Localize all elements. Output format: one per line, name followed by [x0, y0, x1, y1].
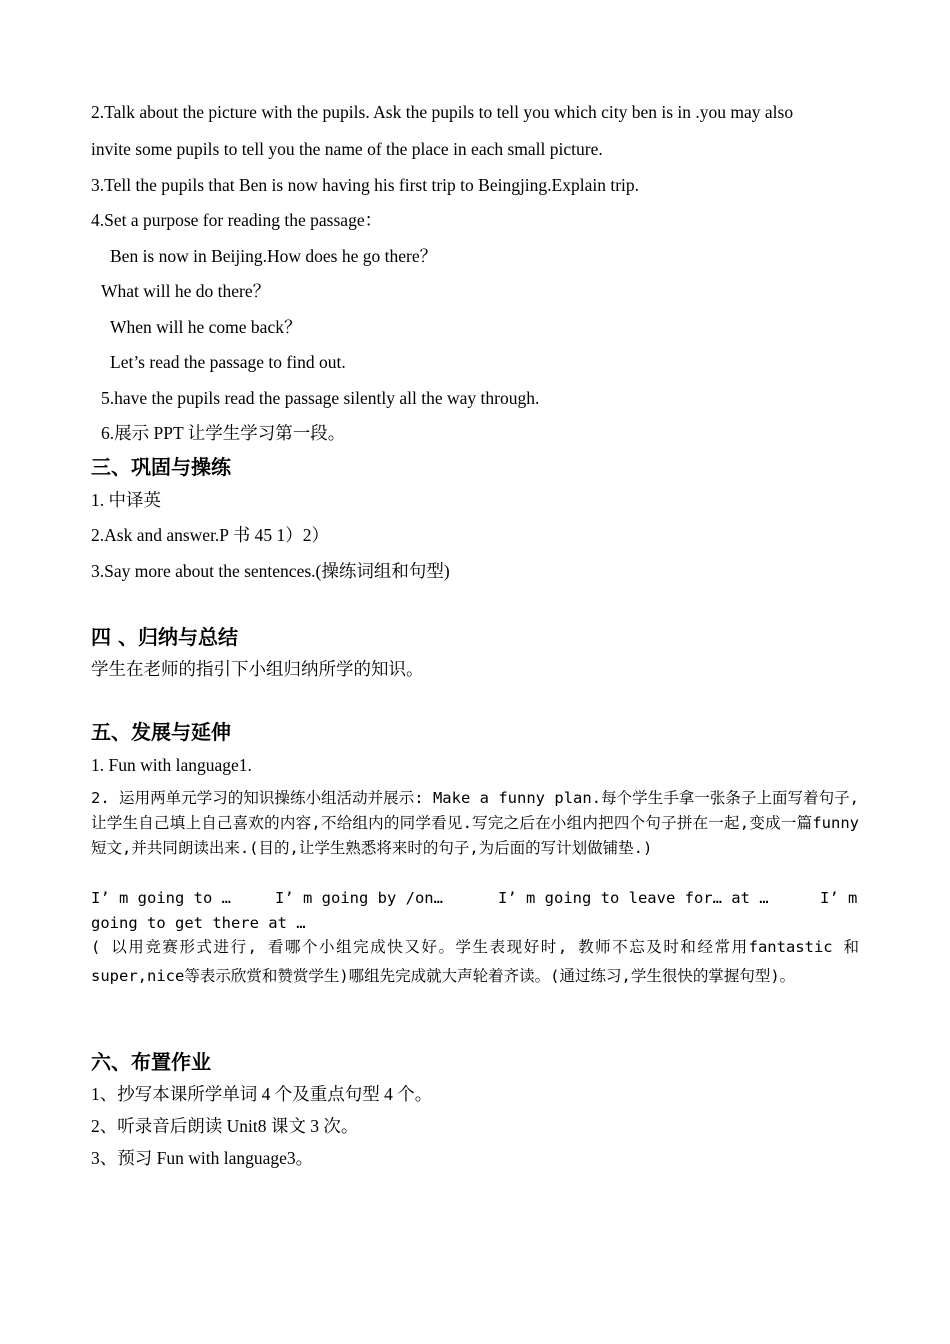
- pattern-going-to: I’ m going to …: [91, 889, 231, 907]
- pattern-leave-for: I’ m going to leave for… at …: [498, 889, 769, 907]
- step-2-line-1: 2.Talk about the picture with the pupils. Ask the pupils to tell you which city ben is in .you may also: [91, 102, 794, 122]
- section-6-heading: 六、布置作业: [91, 1050, 211, 1074]
- question-2: What will he do there？: [101, 281, 271, 301]
- section-4-text: 学生在老师的指引下小组归纳所学的知识。: [91, 659, 424, 679]
- pattern-going-by: I’ m going by /on…: [275, 889, 443, 907]
- section-3-item-2: 2.Ask and answer.P 书 45 1）2）: [91, 525, 330, 545]
- step-2-line-2: invite some pupils to tell you the name of the place in each small picture.: [91, 139, 603, 159]
- step-4: 4.Set a purpose for reading the passage：: [91, 210, 383, 230]
- step-5: 5.have the pupils read the passage silently all the way through.: [101, 388, 540, 408]
- section-3-heading: 三、巩固与操练: [91, 455, 231, 479]
- section-3-item-1: 1. 中译英: [91, 490, 161, 510]
- section-3-item-3: 3.Say more about the sentences.(操练词组和句型): [91, 561, 450, 581]
- homework-1: 1、抄写本课所学单词 4 个及重点句型 4 个。: [91, 1084, 433, 1104]
- pattern-get-there-start: I’ m: [820, 889, 858, 907]
- section-5-heading: 五、发展与延伸: [91, 720, 231, 744]
- homework-2: 2、听录音后朗读 Unit8 课文 3 次。: [91, 1116, 359, 1136]
- section-5-note: ( 以用竞赛形式进行, 看哪个小组完成快又好。学生表现好时, 教师不忘及时和经常用fantastic 和 super,nice等表示欣赏和赞赏学生)哪组先完成就大声轮着齐读。(通过练习,学生很快的掌握句型)。: [91, 938, 859, 985]
- section-4-heading: 四 、归纳与总结: [91, 625, 238, 649]
- section-5-item-2: 2. 运用两单元学习的知识操练小组活动并展示: Make a funny plan.每个学生手拿一张条子上面写着句子,让学生自己填上自己喜欢的内容,不给组内的同学看见.写完之后在小组内把四个句子拼在一起,变成一篇funny短文,并共同朗读出来.(目的,让学生熟悉将来时的句子,为后面的写计划做铺垫.): [91, 789, 859, 857]
- homework-3: 3、预习 Fun with language3。: [91, 1148, 314, 1168]
- section-5-item-1: 1. Fun with language1.: [91, 755, 252, 775]
- pattern-get-there-end: going to get there at …: [91, 914, 306, 932]
- step-6: 6.展示 PPT 让学生学习第一段。: [101, 423, 346, 443]
- question-3: When will he come back？: [110, 317, 302, 337]
- question-4: Let’s read the passage to find out.: [110, 352, 346, 372]
- step-3: 3.Tell the pupils that Ben is now having his first trip to Beingjing.Explain trip.: [91, 175, 640, 195]
- question-1: Ben is now in Beijing.How does he go there？: [110, 246, 438, 266]
